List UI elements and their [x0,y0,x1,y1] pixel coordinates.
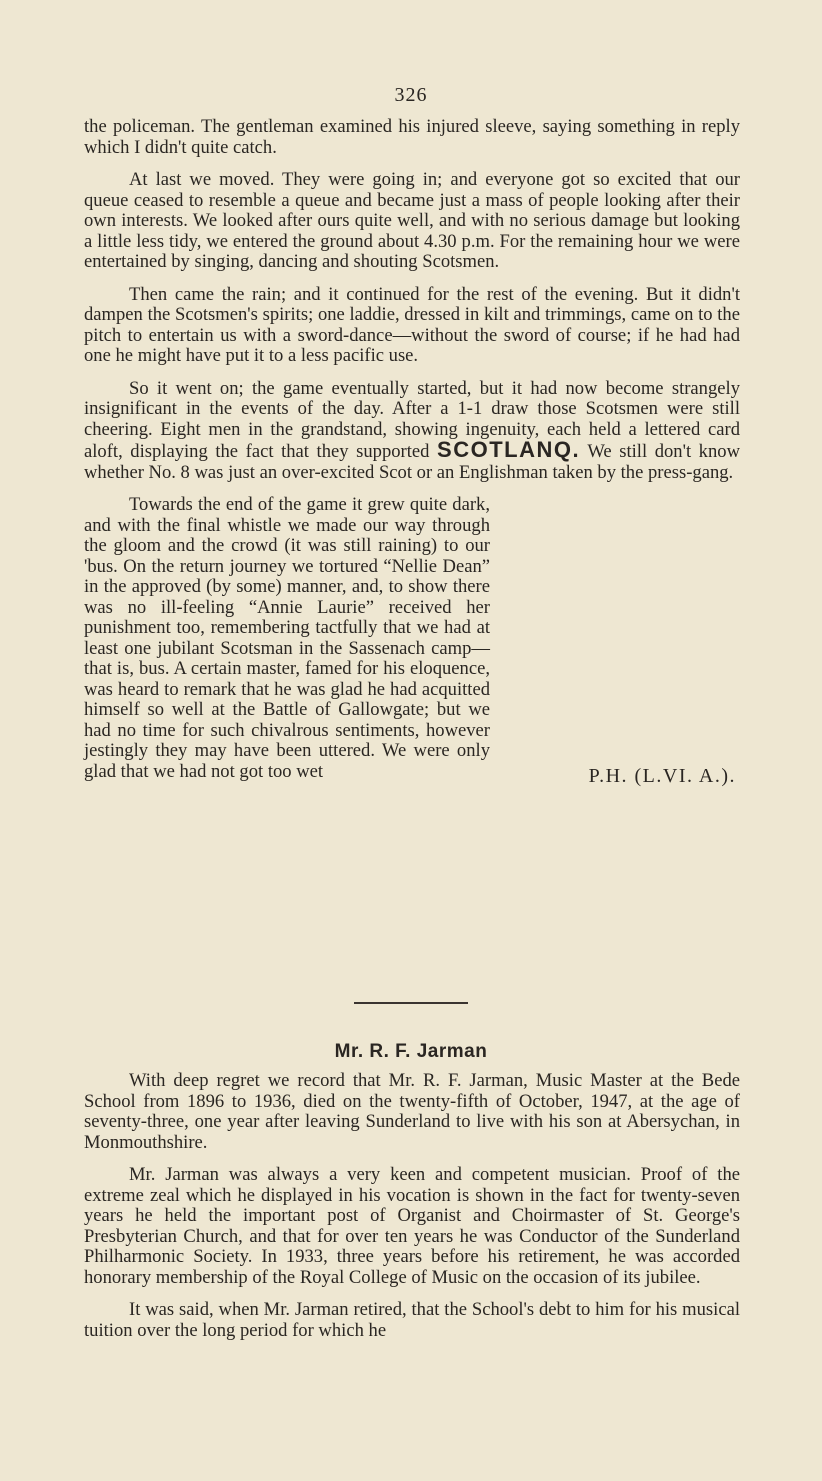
paragraph-3: Then came the rain; and it continued for the rest of the evening. But it didn't dampen the Scotsmen's spirits; one laddie, dressed in kilt and trimmings, came on to the pitch to entertain us with a sword-dance—without the sword of course; if he had had one he might have put it to a less pacific use. [84,283,740,366]
paragraph-4-text-start: So it went on; the game eventually started, but it had now become strangely insignificant in the events of the day. After a 1-1 draw those Scotsmen were still cheering. Eight men in the grandstand, showing ingenuity, each held a lettered card aloft, displaying the fact that they supported [84,377,740,462]
paragraph-4-text-end: We still don't know whether No. 8 was just an over-excited Scot or an Englishman taken by the press-gang. [84,441,741,483]
obituary-paragraph-2: Mr. Jarman was always a very keen and competent musician. Proof of the extreme zeal which he displayed in his vocation is shown in the fact for twenty-seven years he held the important post of Organist and Choirmaster of St. George's Presbyterian Church, and that for over ten years he was Conductor of the Sunderland Philharmonic Society. In 1933, three years before his retirement, he was accorded honorary membership of the Royal College of Music on the occasion of its jubilee. [84,1164,740,1288]
obituary-paragraph-3: It was said, when Mr. Jarman retired, that the School's debt to him for his musical tuition over the long period for which he [84,1299,740,1341]
article-match-report [84,116,741,787]
author-signature: P.H. (L.VI. A.). [588,765,736,787]
paragraph-1: the policeman. The gentleman examined his injured sleeve, saying something in reply which I didn't quite catch. [84,116,740,158]
article-obituary [84,1071,740,1341]
paragraph-5-wrapper [84,494,740,787]
obituary-paragraph-1: With deep regret we record that Mr. R. F. Jarman, Music Master at the Bede School from 1896 to 1936, died on the twenty-fifth of October, 1947, at the age of seventy-three, one year after leaving Sunderland to live with his son at Abersychan, in Monmouthshire. [84,1070,740,1153]
paragraph-2: At last we moved. They were going in; and everyone got so excited that our queue ceased to resemble a queue and became just a mass of people looking after their own interests. We looked after ours quite well, and with no serious damage but looking a little less tidy, we entered the ground about 4.30 p.m. For the remaining hour we were entertained by singing, dancing and shouting Scotsmen. [84,169,740,272]
paragraph-5: Towards the end of the game it grew quite dark, and with the final whistle we made our way through the gloom and the crowd (it was still raining) to our 'bus. On the return journey we tortured “Nellie Dean” in the approved (by some) manner, and, to show there was no ill-feeling “Annie Laurie” received her punishment too, remembering tactfully that we had at least one jubilant Scotsman in the Sassenach camp—that is, bus. A certain master, famed for his eloquence, was heard to remark that he was glad he had acquitted himself so well at the Battle of Gallowgate; but we had no time for such chivalrous sentiments, however jestingly they may have been uttered. We were only glad that we had not got too wet [84,494,490,782]
scotland-card-word: SCOTLANQ. [437,437,581,462]
page-number: 326 [394,84,428,106]
obituary-heading: Mr. R. F. Jarman [334,1041,488,1062]
paragraph-4 [84,379,740,484]
section-divider [354,1002,468,1004]
